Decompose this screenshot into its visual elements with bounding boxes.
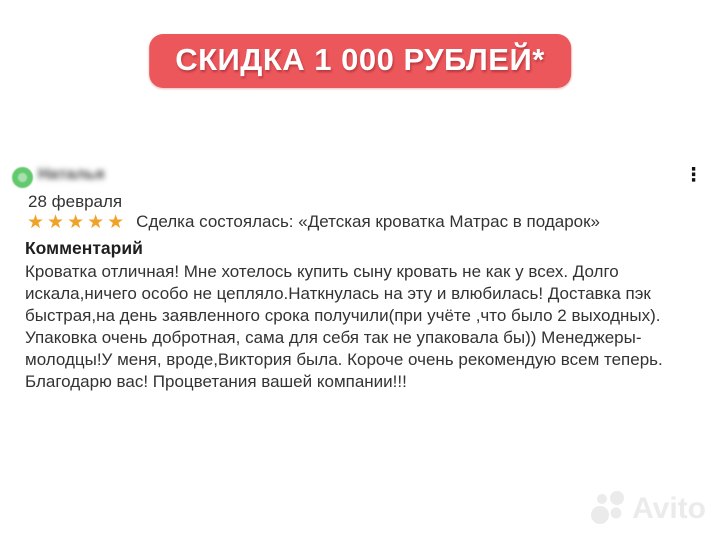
avito-logo-icon (590, 490, 628, 528)
rating-row (27, 212, 600, 232)
kebab-menu-icon[interactable]: ⋮ (684, 164, 703, 186)
discount-banner: СКИДКА 1 000 РУБЛЕЙ* (149, 34, 571, 88)
reviewer-name: Наталья (38, 166, 105, 183)
deal-status-text: Сделка состоялась: «Детская кроватка Матрас в подарок» (136, 212, 601, 231)
review-date: 28 февраля (28, 192, 123, 211)
avito-watermark (590, 490, 706, 528)
comment-label: Комментарий (25, 238, 143, 258)
comment-text: Кроватка отличная! Мне хотелось купить сыну кровать не как у всех. Долго искала,ничего особо не цепляло.Наткнулась на эту и влюбилась! Доставка пэк быстрая,на день заявленного срока получили(при учёте ,что было 2 выходных). Упаковка очень добротная, сама для себя так не упаковала бы)) Менеджеры- молодцы!У меня, вроде,Виктория была. Короче очень рекомендую всем теперь. Благодарю вас! Процветания вашей компании!!! (25, 262, 663, 391)
avatar (12, 167, 33, 188)
star-rating-icon: ★★★★★ (27, 210, 128, 233)
avito-watermark-text: Avito (632, 492, 706, 525)
